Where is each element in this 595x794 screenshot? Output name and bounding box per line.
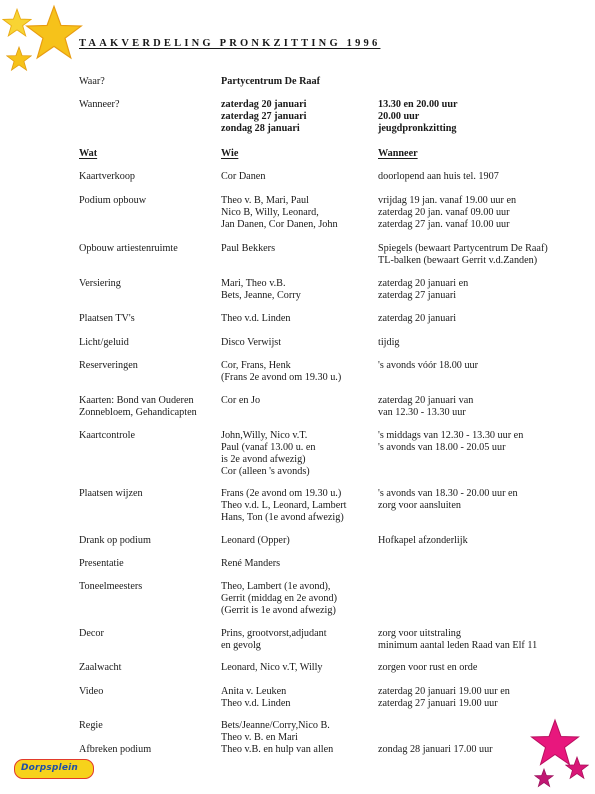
task-wanneer: zorg voor uitstraling minimum aantal leden Raad van Elf 11 [378,628,538,651]
task-wat: Kaartcontrole [79,430,136,441]
gold-star-small-icon [2,8,32,38]
task-wanneer: zaterdag 20 januari [378,313,457,324]
task-wat: Regie [79,720,103,731]
task-wie: Disco Verwijst [221,337,282,348]
task-wie: Leonard (Opper) [221,535,290,546]
task-wanneer: vrijdag 19 jan. vanaf 19.00 uur en zaterdag 20 jan. vanaf 09.00 uur zaterdag 27 jan. vanaf 10.00 uur [378,195,517,230]
task-wie: Leonard, Nico v.T, Willy [221,662,323,673]
task-wat: Video [79,686,104,697]
task-wie: John,Willy, Nico v.T. Paul (vanaf 13.00 u. en is 2e avond afwezig) Cor (alleen 's avonds) [221,430,316,477]
task-wanneer: Spiegels (bewaart Partycentrum De Raaf) TL-balken (bewaart Gerrit v.d.Zanden) [378,243,548,266]
task-wat: Plaatsen wijzen [79,488,143,499]
info-times: 13.30 en 20.00 uur 20.00 uur jeugdpronkzitting [378,99,458,134]
task-wanneer: zaterdag 20 januari en zaterdag 27 januari [378,278,469,301]
task-wanneer: zaterdag 20 januari van van 12.30 - 13.30 uur [378,395,474,418]
task-wanneer: Hofkapel afzonderlijk [378,535,468,546]
task-wie: René Manders [221,558,281,569]
info-dates: zaterdag 20 januari zaterdag 27 januari zondag 28 januari [221,99,307,134]
task-wanneer: tijdig [378,337,400,348]
pink-star-medium-icon [565,756,589,780]
task-wie: Theo v.d. Linden [221,313,291,324]
task-wanneer: 's middags van 12.30 - 13.30 uur en 's avonds van 18.00 - 20.05 uur [378,430,524,453]
task-wat: Presentatie [79,558,124,569]
gold-star-tiny-icon [6,46,32,72]
task-wat: Decor [79,628,104,639]
task-wat: Toneelmeesters [79,581,143,592]
task-wat: Licht/geluid [79,337,129,348]
task-wie: Mari, Theo v.B. Bets, Jeanne, Corry [221,278,301,301]
task-wanneer: 's avonds van 18.30 - 20.00 uur en zorg voor aansluiten [378,488,518,511]
task-wat: Plaatsen TV's [79,313,135,324]
task-wie: Theo v.B. en hulp van allen [221,744,334,755]
task-wie: Bets/Jeanne/Corry,Nico B. Theo v. B. en Mari [221,720,330,743]
task-wie: Theo v. B, Mari, Paul Nico B, Willy, Leonard, Jan Danen, Cor Danen, John [221,195,338,230]
task-wie: Frans (2e avond om 19.30 u.) Theo v.d. L, Leonard, Lambert Hans, Ton (1e avond afwezig) [221,488,347,523]
task-wat: Versiering [79,278,121,289]
task-wat: Reserveringen [79,360,138,371]
task-wie: Cor Danen [221,171,266,182]
task-wanneer: 's avonds vóór 18.00 uur [378,360,479,371]
column-header-wat: Wat [79,148,98,159]
task-wat: Kaarten: Bond van Ouderen Zonnebloem, Gehandicapten [79,395,197,418]
pink-star-small-icon [534,768,554,788]
task-wie: Cor, Frans, Henk (Frans 2e avond om 19.30 u.) [221,360,342,383]
info-label: Waar? [79,76,105,87]
site-logo [14,759,94,779]
page-title: TAAKVERDELING PRONKZITTING 1996 [79,38,381,49]
task-wie: Cor en Jo [221,395,261,406]
task-wanneer: doorlopend aan huis tel. 1907 [378,171,499,182]
task-wat: Kaartverkoop [79,171,136,182]
task-wanneer: zaterdag 20 januari 19.00 uur en zaterdag 27 januari 19.00 uur [378,686,510,709]
task-wie: Prins, grootvorst,adjudant en gevolg [221,628,327,651]
column-header-wanneer: Wanneer [378,148,418,159]
task-wat: Zaalwacht [79,662,122,673]
task-wie: Theo, Lambert (1e avond), Gerrit (middag en 2e avond) (Gerrit is 1e avond afwezig) [221,581,337,616]
task-wanneer: zorgen voor rust en orde [378,662,478,673]
site-logo-text: Dorpsplein [21,763,79,773]
task-wie: Paul Bekkers [221,243,276,254]
task-wie: Anita v. Leuken Theo v.d. Linden [221,686,291,709]
gold-star-large-icon [25,4,83,62]
task-wat: Podium opbouw [79,195,147,206]
column-header-wie: Wie [221,148,239,159]
task-wat: Afbreken podium [79,744,152,755]
task-wanneer: zondag 28 januari 17.00 uur [378,744,493,755]
task-wat: Drank op podium [79,535,151,546]
task-wat: Opbouw artiestenruimte [79,243,178,254]
info-location: Partycentrum De Raaf [221,76,321,87]
info-label: Wanneer? [79,99,120,110]
